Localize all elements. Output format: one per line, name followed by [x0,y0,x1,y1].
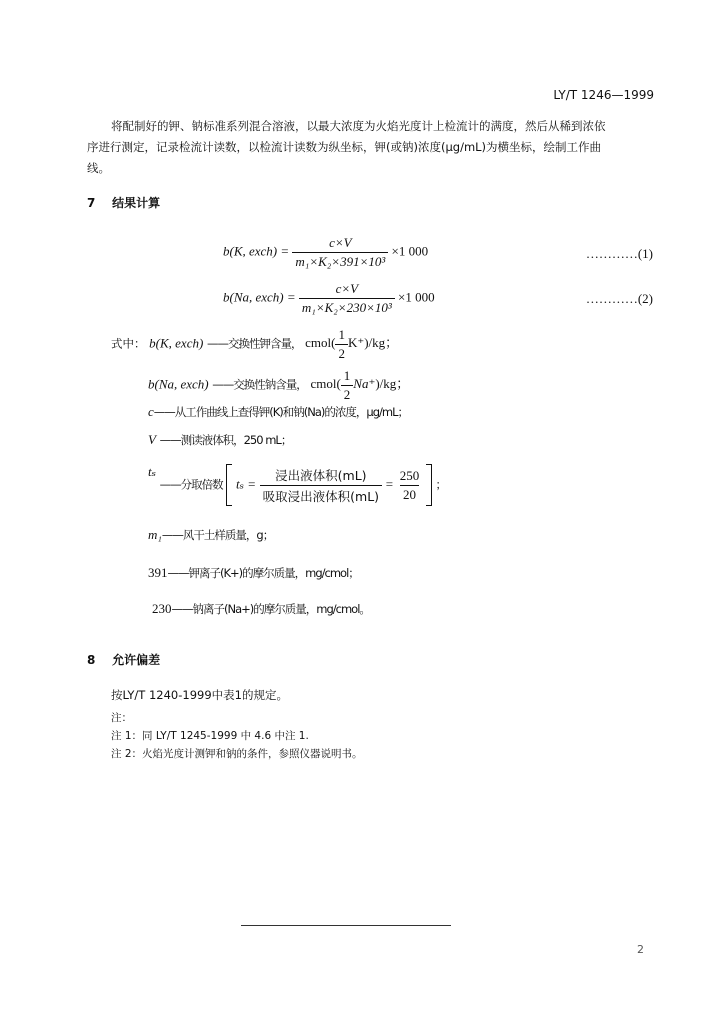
section-8-number: 8 [87,653,96,667]
c-symbol: c [148,404,154,419]
formula-1 [223,235,428,270]
formula-1-fraction [292,235,388,270]
bNa-unit: cmol( $\frac{1}{2}$ Na⁺)/kg； [310,368,410,402]
ts-end: ； [435,477,448,492]
formula-2-factor: ×1 000 [398,289,435,305]
page-number: 2 [637,943,644,956]
formula-1-label: …………(1) [585,246,653,261]
n391-text: ——钾离子(K+)的摩尔质量，mg/cmol； [167,566,359,580]
section-8-heading [87,651,160,668]
section-7-heading [87,194,160,211]
definition-391 [148,565,359,581]
ts-text: ——分取倍数 [159,477,223,492]
formula-2-denominator: m₁×K₂×230×10³ [299,298,395,316]
m1-text: ——风干土样质量，g； [161,528,274,542]
footer-rule [241,925,451,926]
right-bracket [426,464,432,506]
definition-bNa [148,368,409,403]
definition-m1 [148,527,273,543]
ts-fraction-2: $\frac{250}{20}$ [399,467,420,502]
bK-text: ——交换性钾含量， [206,336,302,351]
m1-symbol: m₁ [148,527,162,542]
definition-c [148,404,408,420]
c-text: ——从工作曲线上查得钾(K)和钠(Na)的浓度，μg/mL； [153,405,409,419]
ts-fraction-1: $\frac{\text{浸出液体积(mL)}}{\text{吸取浸出液体积(mL)}}$ [260,466,382,505]
formula-2-numerator: c×V [335,281,359,296]
n391-symbol: 391 [148,565,168,580]
definitions-prefix: 式中： [111,336,146,351]
n230-symbol: 230 [152,601,172,616]
formula-2-fraction [299,281,395,316]
left-bracket [226,464,232,506]
notes-heading: 注： [111,712,132,724]
formula-1-lhs: b(K, exch) = [223,243,290,259]
formula-1-factor: ×1 000 [391,243,429,259]
definition-ts [148,464,447,506]
formula-2-lhs: b(Na, exch) = [223,289,296,305]
bK-unit: cmol( $\frac{1}{2}$ K⁺)/kg； [305,327,399,361]
section-8-body: 按LY/T 1240-1999中表1的规定。 [111,688,288,702]
formula-2-label: …………(2) [585,291,653,306]
section-7-number: 7 [87,196,96,210]
section-7-title: 结果计算 [112,196,161,210]
ts-symbol: tₛ [148,464,156,479]
definition-bK [111,327,398,362]
note-1: 注 1：同 LY/T 1245-1999 中 4.6 中注 1. [111,730,309,742]
intro-line-1: 将配制好的钾、钠标准系列混合溶液，以最大浓度为火焰光度计上检流计的满度，然后从稀到浓依 [111,119,606,133]
ts-inner-symbol: tₛ = [235,476,256,492]
intro-line-2: 序进行测定，记录检流计读数，以检流计读数为纵坐标，钾(或钠)浓度(μg/mL)为横坐标，绘制工作曲 [87,140,602,154]
bK-symbol: b(K, exch) [149,335,204,351]
bNa-text: ——交换性钠含量， [212,377,307,392]
V-text: ——测读液体积，250 mL； [159,433,292,447]
bNa-symbol: b(Na, exch) [148,376,209,392]
formula-1-numerator: c×V [329,235,352,250]
n230-text: ——钠离子(Na+)的摩尔质量，mg/cmol。 [171,602,370,616]
intro-line-3: 线。 [87,161,110,175]
V-symbol: V [148,432,156,447]
definition-230 [152,601,370,617]
ts-equals: = [385,476,394,492]
section-8-title: 允许偏差 [112,653,161,667]
formula-1-denominator: m₁×K₂×391×10³ [292,252,388,270]
standard-code: LY/T 1246—1999 [553,88,654,102]
definition-V [148,432,291,448]
formula-2 [223,281,435,316]
note-2: 注 2：火焰光度计测钾和钠的条件，参照仪器说明书。 [111,748,363,760]
